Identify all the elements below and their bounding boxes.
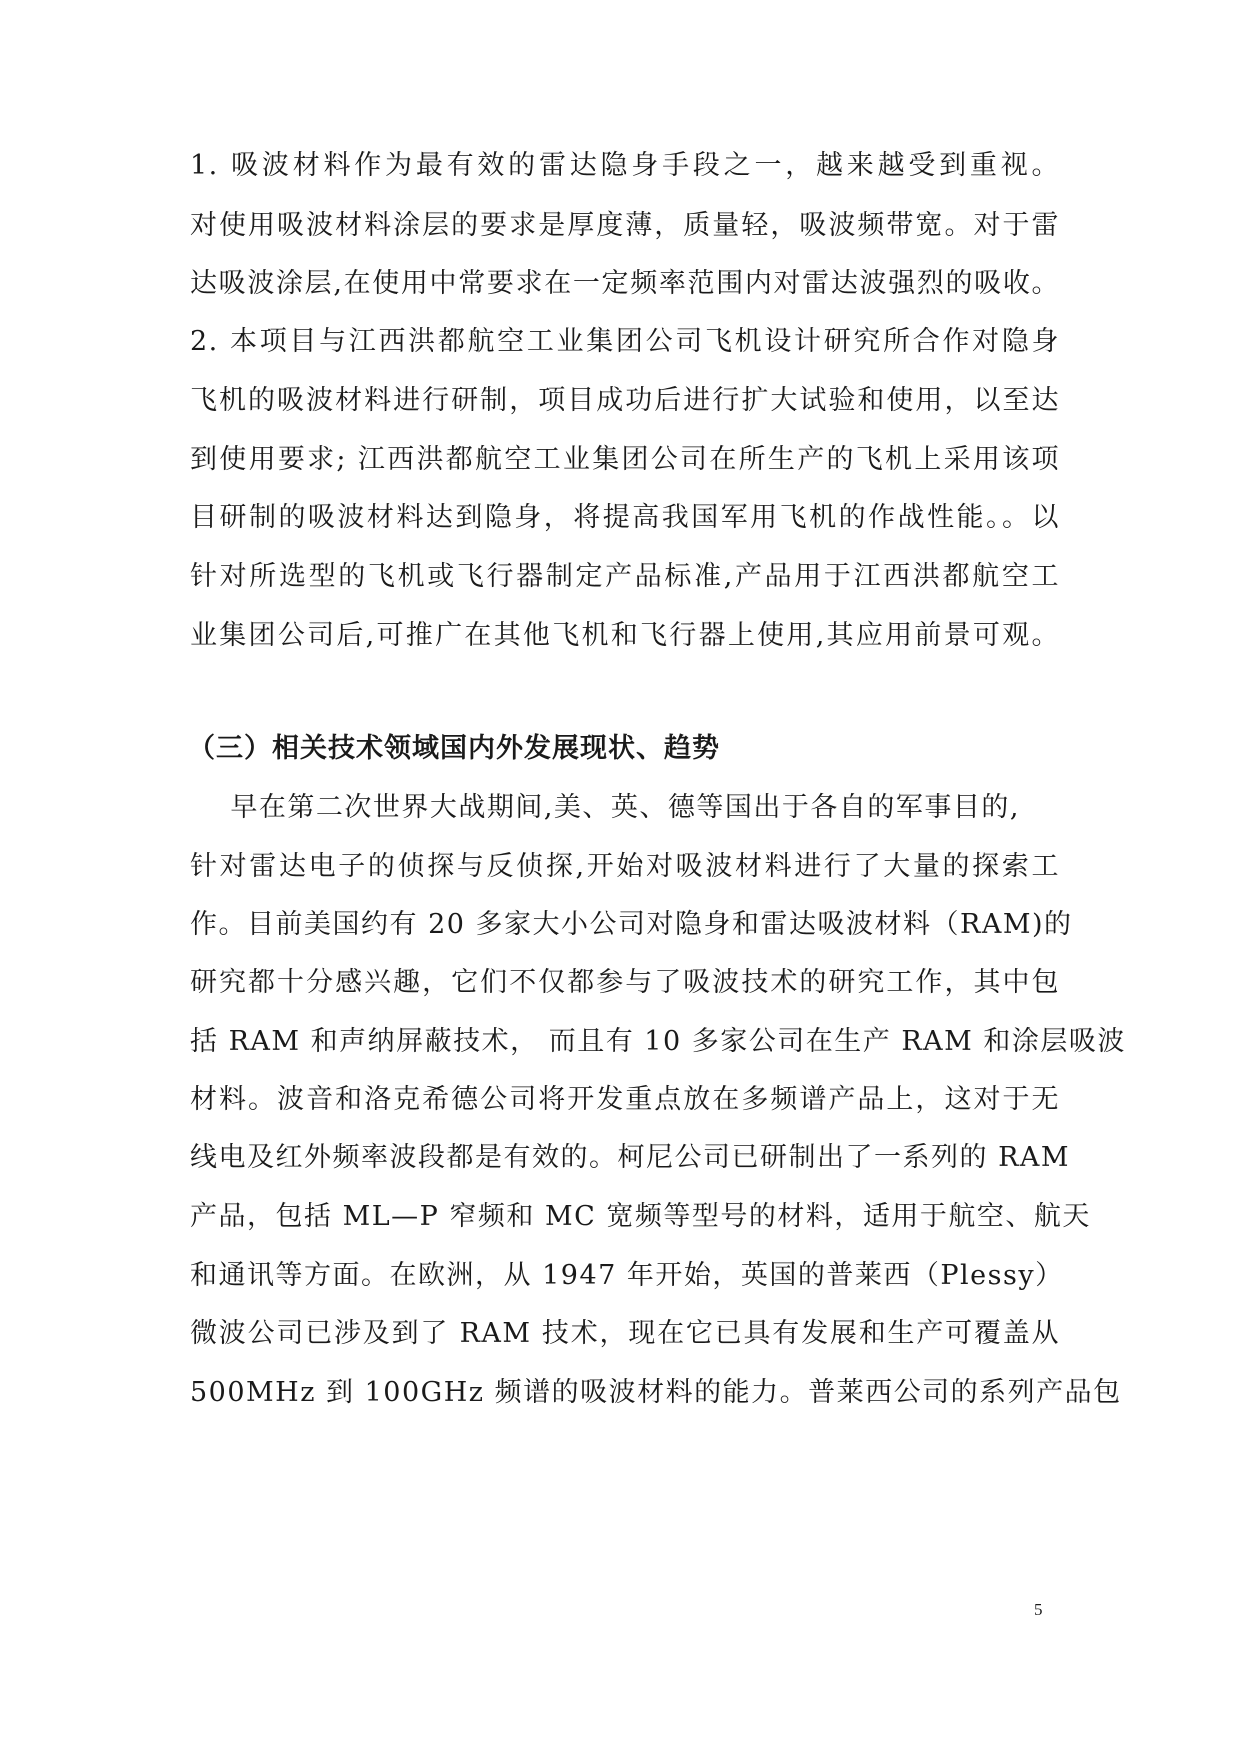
text-line: 500MHz 到 100GHz 频谱的吸波材料的能力。普莱西公司的系列产品包 <box>190 1377 1122 1408</box>
text-line: 和通讯等方面。在欧洲，从 1947 年开始，英国的普莱西（Plessy） <box>190 1260 1064 1291</box>
section-heading: （三）相关技术领域国内外发展现状、趋势 <box>188 733 720 764</box>
text-line: 线电及红外频率波段都是有效的。柯尼公司已研制出了一系列的 RAM <box>190 1142 1071 1173</box>
text-line: 研究都十分感兴趣，它们不仅都参与了吸波技术的研究工作，其中包 <box>190 967 1060 998</box>
text-line: 产品，包括 ML—P 窄频和 MC 宽频等型号的材料，适用于航空、航天 <box>190 1201 1091 1232</box>
text-line: 业集团公司后,可推广在其他飞机和飞行器上使用,其应用前景可观。 <box>190 620 1060 651</box>
text-line: 达吸波涂层,在使用中常要求在一定频率范围内对雷达波强烈的吸收。 <box>190 268 1060 299</box>
text-line: 到使用要求; 江西洪都航空工业集团公司在所生产的飞机上采用该项 <box>190 444 1060 475</box>
page-number: 5 <box>1034 1600 1043 1619</box>
text-line: 作。目前美国约有 20 多家大小公司对隐身和雷达吸波材料（RAM)的 <box>190 909 1073 940</box>
text-line: 针对所选型的飞机或飞行器制定产品标准,产品用于江西洪都航空工 <box>190 561 1060 592</box>
text-line: 飞机的吸波材料进行研制，项目成功后进行扩大试验和使用，以至达 <box>190 385 1060 416</box>
text-line: 2. 本项目与江西洪都航空工业集团公司飞机设计研究所合作对隐身 <box>190 326 1060 357</box>
text-line: 材料。波音和洛克希德公司将开发重点放在多频谱产品上，这对于无 <box>190 1084 1060 1115</box>
text-line: 早在第二次世界大战期间,美、英、德等国出于各自的军事目的, <box>190 792 1020 823</box>
text-line: 微波公司已涉及到了 RAM 技术，现在它已具有发展和生产可覆盖从 <box>190 1318 1060 1349</box>
text-line: 目研制的吸波材料达到隐身，将提高我国军用飞机的作战性能。。以 <box>190 502 1060 533</box>
text-line: 括 RAM 和声纳屏蔽技术， 而且有 10 多家公司在生产 RAM 和涂层吸波 <box>190 1026 1126 1057</box>
text-line: 对使用吸波材料涂层的要求是厚度薄，质量轻，吸波频带宽。对于雷 <box>190 210 1060 241</box>
text-line: 针对雷达电子的侦探与反侦探,开始对吸波材料进行了大量的探索工 <box>190 851 1060 882</box>
text-line: 1. 吸波材料作为最有效的雷达隐身手段之一，越来越受到重视。 <box>190 150 1060 181</box>
